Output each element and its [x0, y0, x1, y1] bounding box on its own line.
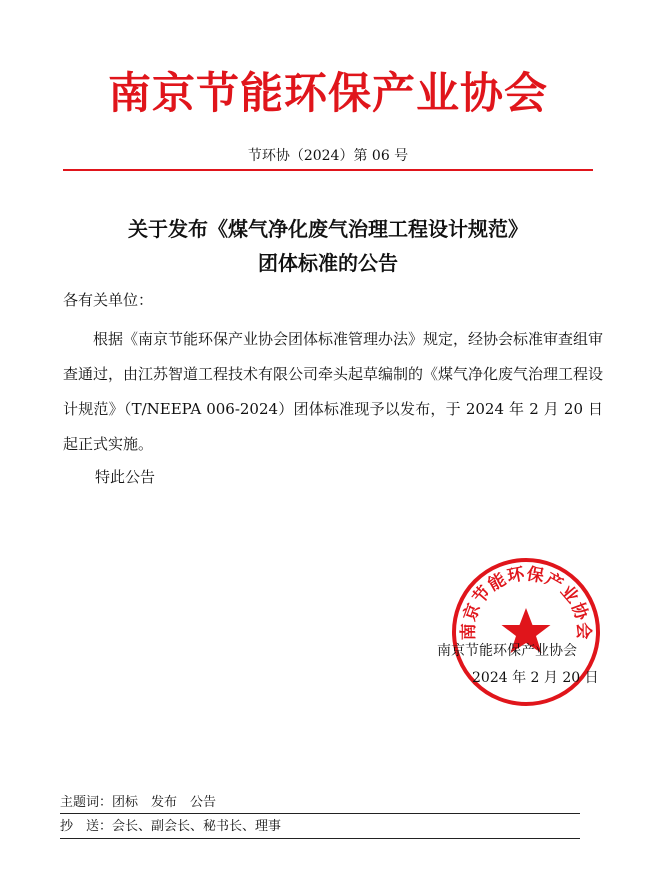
title-line-1: 关于发布《煤气净化废气治理工程设计规范》 — [128, 217, 528, 241]
document-title — [0, 212, 656, 280]
document-number: 节环协（2024）第 06 号 — [247, 148, 409, 164]
red-divider — [63, 169, 593, 171]
footer-cc: 抄 送：会长、副会长、秘书长、理事 — [60, 819, 282, 834]
footer-divider-top — [60, 813, 580, 814]
closing-line: 特此公告 — [95, 468, 156, 486]
org-masthead: 南京节能环保产业协会 — [108, 69, 548, 119]
seal-text-path: 南京节能环保产业协会 — [458, 564, 594, 641]
signing-organization: 南京节能环保产业协会 — [437, 643, 577, 659]
footer-keywords: 主题词：团标 发布 公告 — [60, 795, 217, 810]
salutation: 各有关单位： — [63, 291, 154, 309]
body-paragraph: 根据《南京节能环保产业协会团体标准管理办法》规定，经协会标准审查组审查通过，由江苏智道工程技术有限公司牵头起草编制的《煤气净化废气治理工程设计规范》（T/NEEPA 006-2024）团体标准现予以发布，于 2024 年 2 月 20 日起正式实施。 — [63, 330, 604, 453]
footer-divider-bottom — [60, 838, 580, 839]
signing-date: 2024 年 2 月 20 日 — [472, 670, 599, 686]
title-line-2: 团体标准的公告 — [258, 251, 398, 275]
